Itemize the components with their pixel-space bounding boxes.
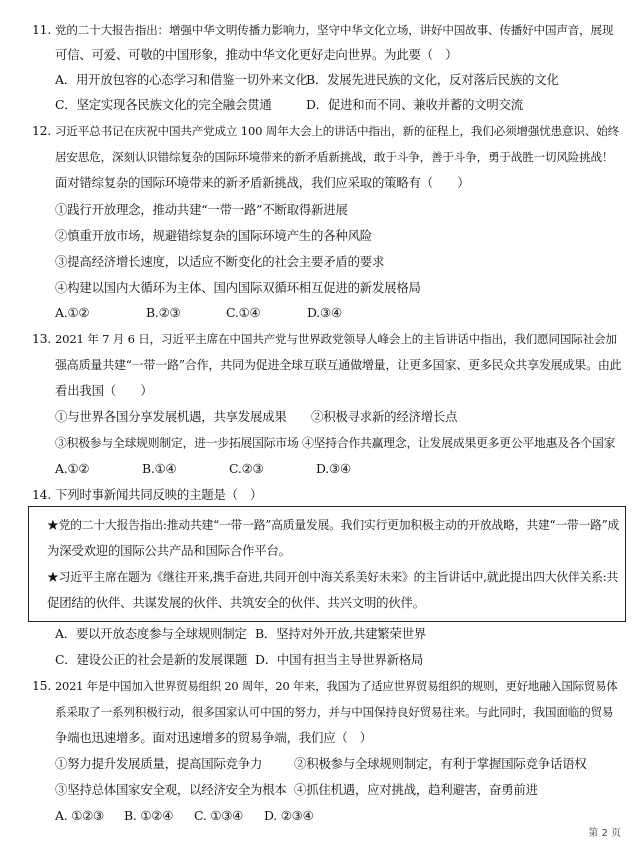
q15-stem-line: 争端也迅速增多。面对迅速增多的贸易争端，我们应（ ） (55, 730, 372, 745)
q14-option-c: C．建设公正的社会是新的发展课题 (55, 652, 248, 667)
q15-item: ③坚持总体国家安全观，以经济安全为根本 (55, 782, 287, 797)
q15-number: 15. (32, 678, 52, 693)
q12-stem-line: 面对错综复杂的国际环境带来的新矛盾新挑战，我们应采取的策略有（ ） (55, 175, 470, 190)
q13-option-b: B.①④ (142, 461, 177, 476)
q13-number: 13. (32, 331, 52, 346)
q14-news-line: 促团结的伙伴、共谋发展的伙伴、共筑安全的伙伴、共兴文明的伙伴。 (47, 595, 425, 610)
q14-news-line: 为深受欢迎的国际公共产品和国际合作平台。 (47, 543, 291, 558)
q15-option-b: B. ①②④ (124, 808, 174, 823)
q14-stem: 下列时事新闻共同反映的主题是（ ） (55, 487, 263, 502)
q12-item: ②慎重开放市场，规避错综复杂的国际环境产生的各种风险 (55, 228, 372, 243)
q13-stem-line: 强高质量共建“一带一路”合作，共同为促进全球互联互通做增量，让更多国家、更多民众共享发展成果。由此 (55, 358, 622, 372)
q11-option-a: A．用开放包容的心态学习和借鉴一切外来文化 (55, 72, 308, 87)
q13-option-d: D.③④ (316, 461, 351, 476)
q11-stem-line: 党的二十大报告指出：增强中华文明传播力影响力，坚守中华文化立场，讲好中国故事、传播好中国声音，展现 (55, 23, 614, 37)
q12-item: ④构建以国内大循环为主体、国内国际双循环相互促进的新发展格局 (55, 280, 421, 295)
q13-stem-line: 看出我国（ ） (55, 383, 153, 398)
q12-option-c: C.①④ (226, 305, 261, 320)
q15-option-c: C. ①③④ (194, 808, 244, 823)
q13-option-c: C.②③ (229, 461, 264, 476)
q13-option-a: A.①② (55, 461, 90, 476)
q15-item: ②积极参与全球规则制定，有利于掌握国际竞争话语权 (294, 756, 587, 771)
q14-news-line: ★党的二十大报告指出:推动共建“一带一路”高质量发展。我们实行更加积极主动的开放战略，共建“一带一路”成 (47, 518, 620, 532)
q11-option-b: B．发展先进民族的文化，反对落后民族的文化 (306, 72, 559, 87)
q14-option-a: A．要以开放态度参与全球规则制定 (55, 626, 247, 641)
q13-item: ①与世界各国分享发展机遇，共享发展成果 ②积极寻求新的经济增长点 (55, 409, 458, 424)
q15-stem-line: 系采取了一系列积极行动，很多国家认可中国的努力，并与中国保持良好贸易往来。与此同时，我国面临的贸易 (55, 705, 614, 719)
q11-option-c: C．坚定实现各民族文化的完全融会贯通 (55, 97, 272, 112)
q15-option-a: A. ①②③ (55, 808, 104, 823)
q15-stem-line: 2021 年是中国加入世界贸易组织 20 周年，20 年来，我国为了适应世界贸易组织的规则，更好地融入国际贸易体 (55, 679, 618, 693)
q11-option-d: D．促进和而不同、兼收并蓄的文明交流 (306, 97, 523, 112)
q13-stem-line: 2021 年 7 月 6 日，习近平主席在中国共产党与世界政党领导人峰会上的主旨讲话中指出，我们愿同国际社会加 (55, 332, 617, 346)
q12-item: ①践行开放理念，推动共建“一带一路”不断取得新进展 (55, 202, 348, 217)
q15-option-d: D. ②③④ (264, 808, 314, 823)
q14-option-b: B．坚持对外开放,共建繁荣世界 (255, 626, 427, 641)
q12-option-d: D.③④ (307, 305, 342, 320)
q12-stem-line: 居安思危，深刻认识错综复杂的国际环境带来的新矛盾新挑战，敢于斗争，善于斗争，勇于战胜一切风险挑战！ (55, 150, 614, 164)
q14-news-line: ★习近平主席在题为《继往开来,携手奋进,共同开创中海关系美好未来》的主旨讲话中,就此提出四大伙伴关系:共 (47, 570, 619, 584)
q12-option-a: A.①② (55, 305, 90, 320)
q11-number: 11. (32, 22, 52, 37)
page-number: 第 2 页 (588, 828, 621, 839)
q15-item: ①努力提升发展质量，提高国际竞争力 (55, 756, 263, 771)
q12-item: ③提高经济增长速度，以适应不断变化的社会主要矛盾的要求 (55, 254, 385, 269)
q12-stem-line: 习近平总书记在庆祝中国共产党成立 100 周年大会上的讲话中指出，新的征程上，我们必须增强忧患意识、始终 (55, 124, 620, 138)
q14-number: 14. (32, 487, 52, 502)
q12-number: 12. (32, 123, 52, 138)
q15-item: ④抓住机遇，应对挑战，趋利避害，奋勇前进 (294, 782, 538, 797)
q14-option-d: D．中国有担当主导世界新格局 (255, 652, 424, 667)
q11-stem-line: 可信、可爱、可敬的中国形象，推动中华文化更好走向世界。为此要（ ） (55, 47, 458, 62)
q12-option-b: B.②③ (146, 305, 181, 320)
q13-item: ③积极参与全球规则制定，进一步拓展国际市场 ④坚持合作共赢理念，让发展成果更多更公平地惠及各个国家 (55, 436, 616, 450)
